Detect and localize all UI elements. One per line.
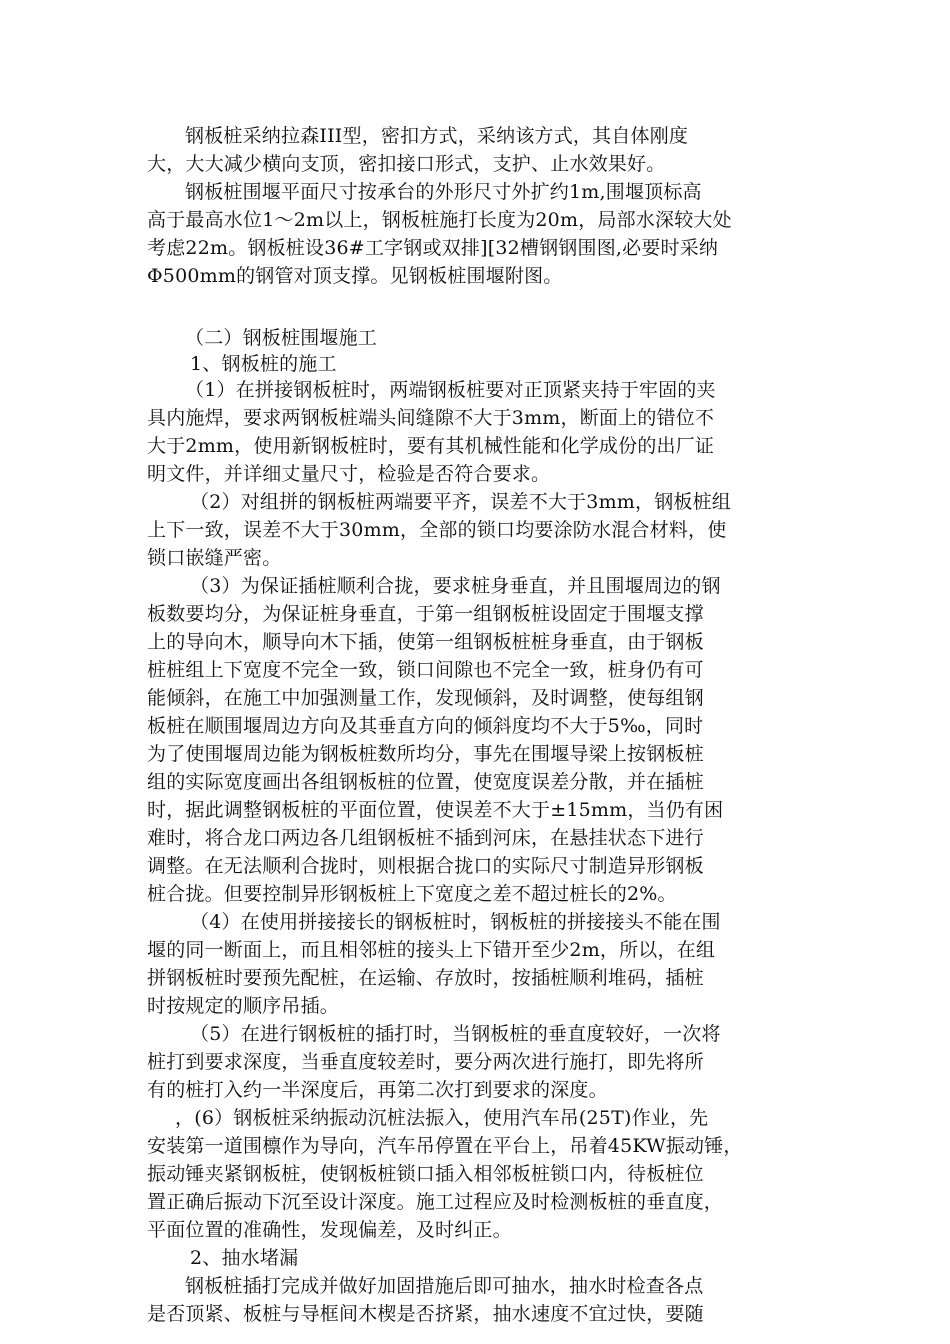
- paragraph-line: 明文件，并详细丈量尺寸，检验是否符合要求。: [147, 463, 551, 485]
- paragraph-line: （4）在使用拼接接长的钢板桩时，钢板桩的拼接接头不能在围: [190, 911, 721, 933]
- paragraph-line: 堰的同一断面上，而且相邻桩的接头上下错开至少2m，所以，在组: [147, 939, 716, 961]
- paragraph-line: （5）在进行钢板桩的插打时，当钢板桩的垂直度较好，一次将: [190, 1023, 721, 1045]
- paragraph-line: 钢板桩插打完成并做好加固措施后即可抽水，抽水时检查各点: [185, 1275, 704, 1297]
- paragraph-line: 振动锤夹紧钢板桩，使钢板桩锁口插入相邻板桩锁口内，待板桩位: [147, 1163, 704, 1185]
- paragraph-line: 置正确后振动下沉至设计深度。施工过程应及时检测板桩的垂直度，: [147, 1191, 724, 1213]
- paragraph-line: 能倾斜，在施工中加强测量工作，发现倾斜，及时调整，使每组钢: [147, 687, 704, 709]
- paragraph-line: 大于2mm，使用新钢板桩时，要有其机械性能和化学成份的出厂证: [147, 435, 715, 457]
- paragraph-line: 为了使围堰周边能为钢板桩数所均分，事先在围堰导梁上按钢板桩: [147, 743, 704, 765]
- paragraph-line: 桩桩组上下宽度不完全一致，锁口间隙也不完全一致，桩身仍有可: [147, 659, 704, 681]
- paragraph-line: 板桩在顺围堰周边方向及其垂直方向的倾斜度均不大于5‰，同时: [147, 715, 704, 737]
- paragraph-line: 调整。在无法顺利合拢时，则根据合拢口的实际尺寸制造异形钢板: [147, 855, 704, 877]
- section-heading: （二）钢板桩围堰施工: [185, 327, 378, 349]
- paragraph-line: 时按规定的顺序吊插。: [147, 995, 340, 1017]
- paragraph-line: ，(6）钢板桩采纳振动沉桩法振入，使用汽车吊(25T)作业，先: [175, 1107, 709, 1129]
- paragraph-line: 钢板桩围堰平面尺寸按承台的外形尺寸外扩约1m,围堰顶标高: [185, 181, 702, 203]
- paragraph-line: 是否顶紧、板桩与导框间木楔是否挤紧，抽水速度不宜过快，要随: [147, 1303, 704, 1325]
- paragraph-line: 上下一致，误差不大于30mm，全部的锁口均要涂防水混合材料，使: [147, 519, 727, 541]
- paragraph-line: （2）对组拼的钢板桩两端要平齐，误差不大于3mm，钢板桩组: [190, 491, 732, 513]
- paragraph-line: Φ500mm的钢管对顶支撑。见钢板桩围堰附图。: [147, 265, 563, 287]
- paragraph-line: 具内施焊，要求两钢板桩端头间缝隙不大于3mm，断面上的错位不: [147, 407, 715, 429]
- paragraph-line: 板数要均分，为保证桩身垂直，于第一组钢板桩设固定于围堰支撑: [147, 603, 704, 625]
- paragraph-line: 平面位置的准确性，发现偏差，及时纠正。: [147, 1219, 512, 1241]
- paragraph-line: （1）在拼接钢板桩时，两端钢板桩要对正顶紧夹持于牢固的夹: [185, 379, 716, 401]
- paragraph-line: 上的导向木，顺导向木下插，使第一组钢板桩桩身垂直，由于钢板: [147, 631, 704, 653]
- paragraph-line: 桩合拢。但要控制异形钢板桩上下宽度之差不超过桩长的2%。: [147, 883, 677, 905]
- paragraph-line: 难时，将合龙口两边各几组钢板桩不插到河床，在悬挂状态下进行: [147, 827, 704, 849]
- paragraph-line: 拼钢板桩时要预先配桩，在运输、存放时，按插桩顺利堆码，插桩: [147, 967, 704, 989]
- paragraph-line: 大，大大减少横向支顶，密扣接口形式，支护、止水效果好。: [147, 153, 666, 175]
- subsection-heading: 1、钢板桩的施工: [190, 353, 337, 375]
- paragraph-line: 高于最高水位1～2m以上，钢板桩施打长度为20m，局部水深较大处: [147, 209, 732, 231]
- paragraph-line: 考虑22m。钢板桩设36#工字钢或双排][32槽钢钢围图,必要时采纳: [147, 237, 719, 259]
- paragraph-line: 钢板桩采纳拉森III型，密扣方式，采纳该方式，其自体刚度: [185, 125, 689, 147]
- subsection-heading: 2、抽水堵漏: [190, 1247, 299, 1269]
- paragraph-line: （3）为保证插桩顺利合拢，要求桩身垂直，并且围堰周边的钢: [190, 575, 721, 597]
- paragraph-line: 锁口嵌缝严密。: [147, 547, 282, 569]
- paragraph-line: 有的桩打入约一半深度后，再第二次打到要求的深度。: [147, 1079, 608, 1101]
- paragraph-line: 桩打到要求深度，当垂直度较差时，要分两次进行施打，即先将所: [147, 1051, 704, 1073]
- paragraph-line: 组的实际宽度画出各组钢板桩的位置，使宽度误差分散，并在插桩: [147, 771, 704, 793]
- paragraph-line: 时，据此调整钢板桩的平面位置，使误差不大于±15mm，当仍有困: [147, 799, 724, 821]
- paragraph-line: 安装第一道围檩作为导向，汽车吊停置在平台上，吊着45KW振动锤，: [147, 1135, 743, 1157]
